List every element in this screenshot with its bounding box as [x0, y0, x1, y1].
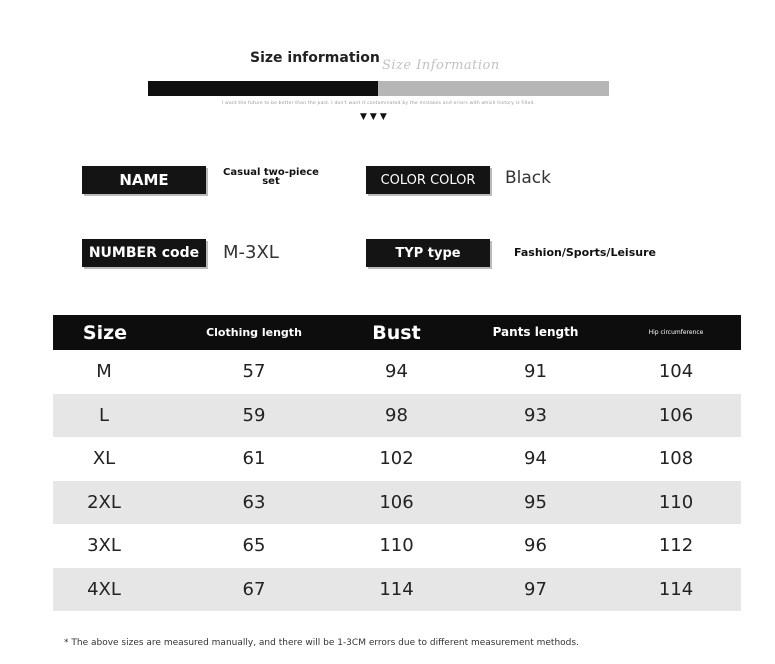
cell-size: XL [92, 448, 116, 470]
cell-clothing-length: 59 [242, 404, 266, 426]
header-bust: Bust [372, 321, 421, 344]
cell-size: L [98, 404, 110, 426]
size-table [53, 315, 741, 611]
table-row [53, 350, 741, 394]
table-row [53, 568, 741, 612]
cell-clothing-length: 65 [242, 535, 266, 557]
type-value: Fashion/Sports/Leisure [514, 246, 656, 259]
header-hip-circumference: Hip circumference [648, 329, 704, 336]
cell-pants-length: 97 [524, 578, 547, 600]
color-value: Black [505, 168, 551, 188]
color-label: COLOR COLOR [366, 166, 490, 194]
number-value: M-3XL [223, 242, 279, 263]
cell-hip: 104 [658, 361, 694, 383]
cell-pants-length: 93 [524, 404, 547, 426]
cell-bust: 114 [379, 578, 414, 600]
cell-pants-length: 96 [524, 535, 547, 557]
cell-bust: 94 [385, 361, 408, 383]
cell-clothing-length: 57 [242, 361, 266, 383]
cell-hip: 114 [658, 578, 694, 600]
measurement-note: * The above sizes are measured manually, and there will be 1-3CM errors due to different measurement methods. [64, 638, 579, 648]
cell-bust: 98 [385, 404, 408, 426]
cell-size: 2XL [87, 491, 121, 513]
number-label: NUMBER code [82, 239, 206, 267]
table-header-row [53, 315, 741, 350]
cell-size: M [96, 361, 112, 383]
cell-pants-length: 95 [524, 491, 547, 513]
cell-pants-length: 91 [524, 361, 547, 383]
header-pants-length: Pants length [492, 325, 579, 339]
cell-hip: 108 [658, 448, 694, 470]
cell-hip: 106 [658, 404, 694, 426]
cell-bust: 106 [379, 491, 414, 513]
type-label: TYP type [366, 239, 490, 267]
table-row [53, 394, 741, 438]
cell-size: 4XL [87, 578, 121, 600]
cell-hip: 112 [658, 535, 694, 557]
header-bar-black [148, 81, 378, 96]
table-row [53, 481, 741, 525]
cell-clothing-length: 61 [242, 448, 266, 470]
cell-hip: 110 [658, 491, 694, 513]
down-arrows-icon: ▼▼▼ [360, 112, 390, 122]
name-label: NAME [82, 166, 206, 194]
header-bar-gray [378, 81, 609, 96]
cell-size: 3XL [87, 535, 121, 557]
table-row [53, 437, 741, 481]
cell-bust: 110 [379, 535, 414, 557]
name-value: Casual two-piece set [223, 167, 319, 187]
cell-clothing-length: 67 [242, 578, 266, 600]
table-row [53, 524, 741, 568]
header-size: Size [82, 321, 128, 344]
cell-pants-length: 94 [524, 448, 547, 470]
cell-clothing-length: 63 [242, 491, 266, 513]
header-clothing-length: Clothing length [206, 326, 302, 339]
header-small-text: I want the future to be better than the past. I don't want it contaminated by the mistakes and errors with which history is filled. [221, 101, 536, 106]
cell-bust: 102 [379, 448, 414, 470]
size-info-title: Size information [250, 50, 380, 66]
size-info-script-title: Size Information [382, 58, 500, 73]
